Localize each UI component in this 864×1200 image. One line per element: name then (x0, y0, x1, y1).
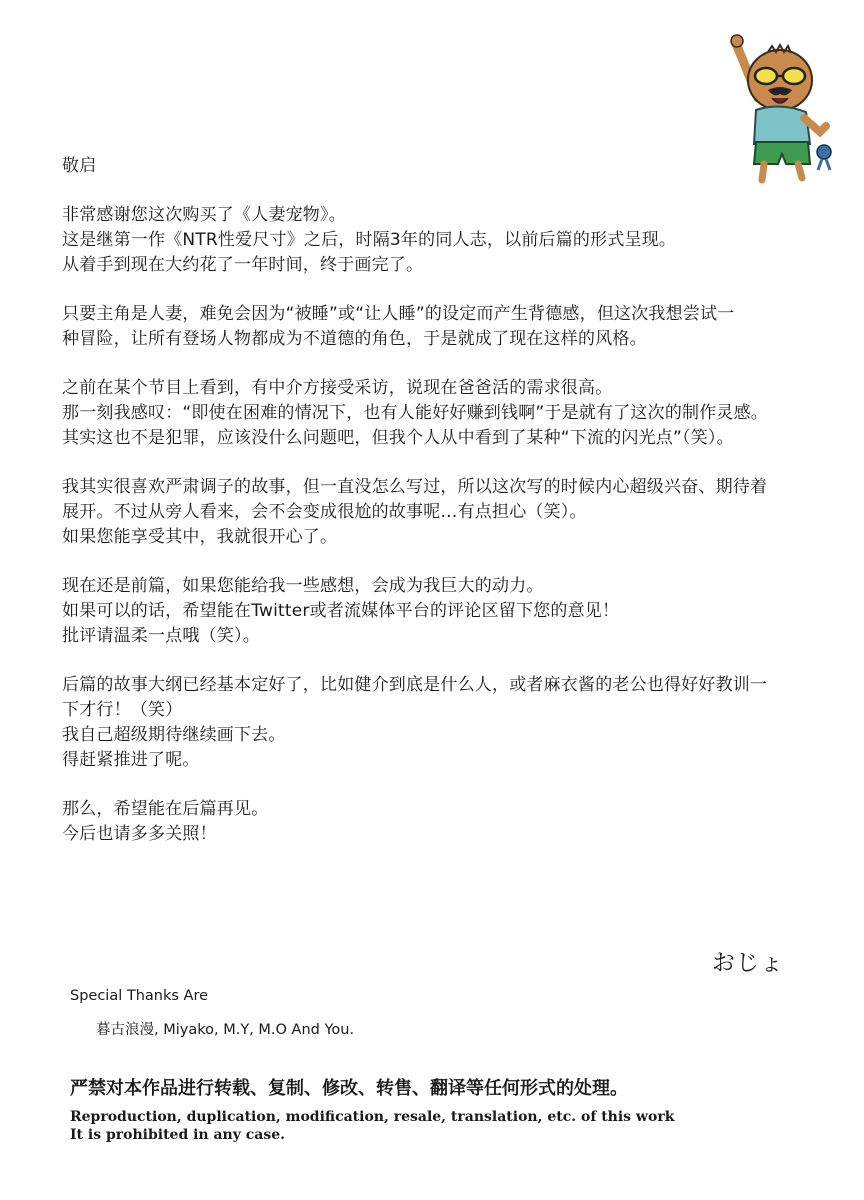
paragraph-line: 从着手到现在大约花了一年时间，终于画完了。 (62, 255, 424, 275)
special-thanks-title: Special Thanks Are (70, 988, 209, 1004)
paragraph-line: 今后也请多多关照！ (62, 824, 217, 844)
paragraph-line: 得赶紧推进了呢。 (62, 750, 200, 770)
paragraph-line: 其实这也不是犯罪，应该没什么问题吧，但我个人从中看到了某种“下流的闪光点”（笑）。 (62, 428, 734, 448)
paragraph-line: 那么，希望能在后篇再见。 (62, 799, 269, 819)
copyright-notice-english (70, 1108, 674, 1144)
paragraph-4 (62, 475, 842, 550)
paragraph-line: 我自己超级期待继续画下去。 (62, 725, 286, 745)
paragraph-line: 展开。不过从旁人看来，会不会变成很尬的故事呢…有点担心（笑）。 (62, 502, 587, 522)
copyright-notice-chinese: 严禁对本作品进行转载、复制、修改、转售、翻译等任何形式的处理。 (70, 1078, 628, 1099)
paragraph-line: 非常感谢您这次购买了《人妻宠物》。 (62, 205, 346, 225)
paragraph-2 (62, 302, 842, 352)
paragraph-line: 批评请温柔一点哦（笑）。 (62, 626, 260, 646)
paragraph-line: 种冒险，让所有登场人物都成为不道德的角色，于是就成了现在这样的风格。 (62, 329, 647, 349)
paragraph-line: 下才行！（笑） (62, 700, 183, 720)
paragraph-5 (62, 574, 842, 649)
copyright-notice-english-line: Reproduction, duplication, modification, resale, translation, etc. of this work (70, 1109, 675, 1125)
paragraph-line: 只要主角是人妻，难免会因为“被睡”或“让人睡”的设定而产生背德感，但这次我想尝试一 (62, 304, 735, 324)
paragraph-line: 如果可以的话，希望能在Twitter或者流媒体平台的评论区留下您的意见！ (62, 601, 620, 621)
author-signature: おじょ (712, 950, 784, 976)
paragraph-line: 那一刻我感叹：“即使在困难的情况下，也有人能好好赚到钱啊”于是就有了这次的制作灵感。 (62, 403, 769, 423)
copyright-notice-english-line: It is prohibited in any case. (70, 1127, 285, 1143)
paragraph-line: 现在还是前篇，如果您能给我一些感想，会成为我巨大的动力。 (62, 576, 544, 596)
paragraph-3 (62, 376, 842, 451)
paragraph-line: 我其实很喜欢严肃调子的故事，但一直没怎么写过，所以这次写的时候内心超级兴奋、期待着 (62, 477, 768, 497)
special-thanks-names: 暮古浪漫, Miyako, M.Y, M.O And You. (96, 1022, 355, 1038)
paragraph-7 (62, 797, 842, 847)
paragraph-line: 后篇的故事大纲已经基本定好了，比如健介到底是什么人，或者麻衣酱的老公也得好好教训一 (62, 675, 768, 695)
paragraph-line: 这是继第一作《NTR性爱尺寸》之后，时隔3年的同人志，以前后篇的形式呈现。 (62, 230, 677, 250)
paragraph-line: 之前在某个节目上看到，有中介方接受采访，说现在爸爸活的需求很高。 (62, 378, 613, 398)
paragraph-line: 如果您能享受其中，我就很开心了。 (62, 527, 338, 547)
paragraph-6 (62, 673, 842, 773)
paragraph-1 (62, 203, 842, 278)
greeting: 敬启 (62, 156, 97, 176)
letter-body (62, 154, 842, 847)
